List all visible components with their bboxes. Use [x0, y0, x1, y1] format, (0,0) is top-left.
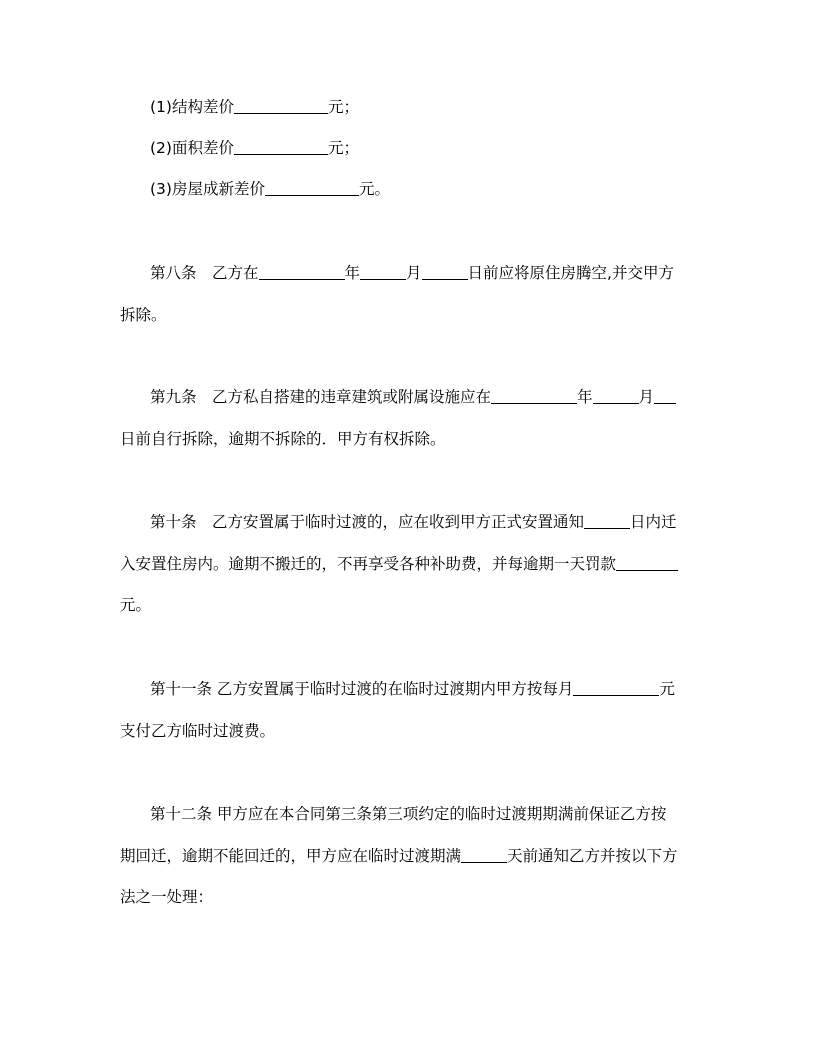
article-10-line-3: [120, 594, 700, 616]
article-8-text: 第八条 乙方在: [150, 264, 259, 282]
year-blank[interactable]: [491, 387, 577, 404]
item-structure-price-diff: [150, 96, 700, 118]
article-10-text-cont: 入安置住房内。逾期不搬迁的，不再享受各种补助费，并每逾期一天罚款: [120, 555, 617, 573]
year-label: 年: [344, 264, 361, 282]
article-8-line-1: [150, 262, 700, 284]
article-12-line-1: [150, 803, 700, 825]
item-suffix: 元；: [327, 139, 359, 157]
article-9-line-2: [120, 428, 700, 450]
fill-blank[interactable]: [234, 138, 328, 155]
article-12-text-end: 法之一处理：: [120, 888, 214, 906]
article-10-text: 第十条 乙方安置属于临时过渡的，应在收到甲方正式安置通知: [150, 513, 585, 531]
days-blank[interactable]: [461, 846, 507, 863]
item-suffix: 元；: [327, 98, 359, 116]
month-label: 月: [638, 388, 655, 406]
article-12-text-cont: 期回迁，逾期不能回迁的，甲方应在临时过渡期满: [120, 847, 462, 865]
year-label: 年: [577, 388, 593, 406]
item-area-price-diff: [150, 137, 700, 159]
item-depreciation-price-diff: [150, 178, 700, 200]
item-label: (2)面积差价: [150, 139, 234, 157]
article-10-text-tail: 日内迁: [630, 513, 677, 531]
article-9-text-cont: 日前自行拆除，逾期不拆除的．甲方有权拆除。: [120, 430, 446, 448]
item-label: (3)房屋成新差价: [150, 180, 265, 198]
days-blank[interactable]: [584, 512, 630, 529]
article-12-line-3: [120, 886, 700, 908]
month-label: 月: [406, 264, 422, 282]
article-9-text: 第九条 乙方私自搭建的违章建筑或附属设施应在: [150, 388, 492, 406]
month-blank[interactable]: [593, 387, 639, 404]
article-8-line-2: [120, 304, 700, 326]
fill-blank[interactable]: [265, 179, 359, 196]
day-blank[interactable]: [654, 387, 676, 404]
article-11-line-2: [120, 720, 700, 742]
fill-blank[interactable]: [234, 97, 328, 114]
article-8-text-cont: 拆除。: [120, 306, 167, 324]
monthly-fee-blank[interactable]: [573, 679, 659, 696]
article-8-text-tail: 日前应将原住房腾空,并交甲方: [467, 264, 674, 282]
article-10-line-2: [120, 553, 700, 575]
article-12-text-tail: 天前通知乙方并按以下方: [507, 847, 678, 865]
day-blank[interactable]: [422, 263, 468, 280]
item-suffix: 元。: [358, 180, 390, 198]
penalty-blank[interactable]: [616, 554, 678, 571]
article-10-text-end: 元。: [120, 596, 152, 614]
article-11-text: 第十一条 乙方安置属于临时过渡的在临时过渡期内甲方按每月: [150, 680, 574, 698]
article-12-text: 第十二条 甲方应在本合同第三条第三项约定的临时过渡期期满前保证乙方按: [150, 805, 667, 823]
month-blank[interactable]: [360, 263, 406, 280]
article-11-text-tail: 元: [659, 680, 675, 698]
item-label: (1)结构差价: [150, 98, 234, 116]
article-12-line-2: [120, 845, 700, 867]
article-9-line-1: [150, 386, 700, 408]
year-blank[interactable]: [259, 263, 345, 280]
article-11-text-cont: 支付乙方临时过渡费。: [120, 722, 276, 740]
article-10-line-1: [150, 511, 700, 533]
article-11-line-1: [150, 678, 700, 700]
